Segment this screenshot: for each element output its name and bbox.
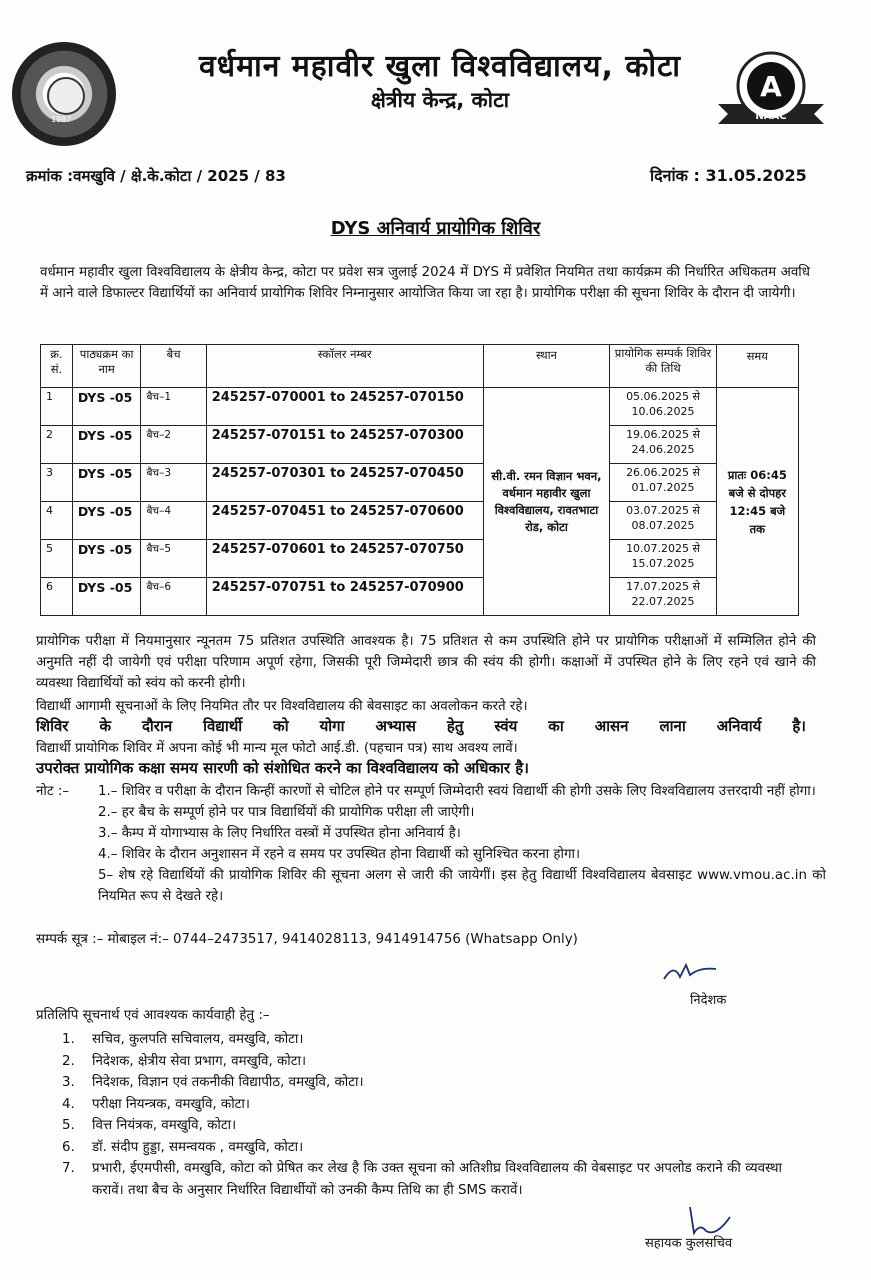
assistant-registrar-label: सहायक कुलसचिव [645, 1236, 733, 1251]
cell-date: 05.06.2025 से 10.06.2025 [610, 388, 716, 426]
table-header-row [41, 345, 799, 388]
director-label: निदेशक [690, 993, 727, 1008]
notes-label: नोट :– [36, 784, 70, 799]
note-item: 2.– हर बैच के सम्पूर्ण होने पर पात्र विद्यार्थियों की प्रायोगिक परीक्षा ली जाऐगी। [98, 805, 475, 820]
list-item-text: वित्त नियंत्रक, वमखुवि, कोटा। [92, 1118, 237, 1133]
copy-list [62, 1029, 782, 1201]
letter-date: दिनांक : 31.05.2025 [650, 166, 807, 185]
list-item-number: 4. [62, 1096, 75, 1112]
director-signature-icon [660, 957, 720, 987]
camp-schedule-table [40, 344, 799, 616]
naac-label: NAAC [755, 111, 787, 122]
attendance-paragraph: प्रायोगिक परीक्षा में नियमानुसार न्यूनतम 75 प्रतिशत उपस्थिति आवश्यक है। 75 प्रतिशत से कम उपस्थिति होने पर प्रायोगिक परीक्षाओं में सम्मिलित होने की अनुमति नहीं दी जायेगी एवं परीक्षा परिणाम अपूर्ण रहेगा, जिसकी पूरी जिम्मेदारी छात्र की स्वंय की होगी। कक्षाओं में उपस्थित होने के लिए रहने एवं खाने की व्यवस्था विद्यार्थियों को स्वंय को करनी होगी। [36, 634, 816, 691]
list-item-text: निदेशक, क्षेत्रीय सेवा प्रभाग, वमखुवि, कोटा। [92, 1053, 307, 1069]
cell-batch: बैच–3 [141, 464, 206, 502]
cell-serial: 4 [41, 502, 73, 540]
regional-centre-subtitle: क्षेत्रीय केन्द्र, कोटा [370, 88, 510, 112]
cell-course: DYS -05 [72, 578, 141, 616]
intro-paragraph: वर्धमान महावीर खुला विश्वविद्यालय के क्षेत्रीय केन्द्र, कोटा पर प्रवेश सत्र जुलाई 2024 में DYS में प्रवेशित नियमित तथा कार्यक्रम की निर्धारित अधिकतम अवधि में आने वाले डिफाल्टर विद्यार्थियों का अनिवार्य प्रायोगिक शिविर निम्नानुसार आयोजित किया जा रहा है। प्रायोगिक परीक्षा की सूचना शिविर के दौरान दी जायेगी। [40, 265, 810, 301]
list-item-text: प्रभारी, ईएमपीसी, वमखुवि, कोटा को प्रेषित कर लेख है कि उक्त सूचना को अतिशीघ्र विश्वविद्यालय की वेबसाइट पर अपलोड कराने की व्यवस्था करावें। तथा बैच के अनुसार निर्धारित विद्यार्थीयों को उनकी कैम्प तिथि का ही SMS करावें। [92, 1161, 782, 1198]
table-row [41, 578, 799, 616]
cell-serial: 3 [41, 464, 73, 502]
list-item [62, 1072, 782, 1094]
cell-batch: बैच–1 [141, 388, 206, 426]
header-batch: बैच [141, 345, 206, 388]
list-item-text: सचिव, कुलपति सचिवालय, वमखुवि, कोटा। [92, 1032, 304, 1047]
list-item [62, 1029, 782, 1051]
header-scholar: स्कॉलर नम्बर [206, 345, 483, 388]
cell-course: DYS -05 [72, 540, 141, 578]
cell-serial: 2 [41, 426, 73, 464]
cell-course: DYS -05 [72, 464, 141, 502]
header-date: प्रायोगिक सम्पर्क शिविर की तिथि [610, 345, 716, 388]
header-time: समय [716, 345, 798, 388]
notice-heading: DYS अनिवार्य प्रायोगिक शिविर [330, 218, 541, 239]
cell-scholar: 245257-070151 to 245257-070300 [206, 426, 483, 464]
university-seal-logo [12, 42, 116, 146]
cell-course: DYS -05 [72, 426, 141, 464]
cell-course: DYS -05 [72, 388, 141, 426]
header-course: पाठ्यक्रम का नाम [72, 345, 141, 388]
note-item: 5– शेष रहे विद्यार्थियों की प्रायोगिक शिविर की सूचना अलग से जारी की जायेगीं। इस हेतु विद्यार्थी विश्वविद्यालय बेवसाइट www.vmou.ac.in को नियमित रूप से देखते रहे। [98, 868, 826, 904]
list-item-number: 3. [62, 1075, 75, 1090]
note-item: 4.– शिविर के दौरान अनुशासन में रहने व समय पर उपस्थित होना विद्यार्थी को सुनिश्चित करना होगा। [98, 847, 581, 862]
list-item-number: 1. [62, 1032, 75, 1047]
cell-date: 19.06.2025 से 24.06.2025 [610, 426, 716, 464]
list-item-text: परीक्षा नियन्त्रक, वमखुवि, कोटा। [92, 1096, 250, 1112]
seal-year: 1987 [51, 115, 72, 124]
cell-place: सी.वी. रमन विज्ञान भवन, वर्धमान महावीर खुला विश्वविद्यालय, रावतभाटा रोड, कोटा [483, 388, 610, 616]
contact-info: सम्पर्क सूत्र :– मोबाइल नं:– 0744–2473517, 9414028113, 9414914756 (Whatsapp Only) [36, 932, 578, 947]
table-row [41, 426, 799, 464]
cell-batch: बैच–5 [141, 540, 206, 578]
reference-number: क्रमांक :वमखुवि / क्षे.के.कोटा / 2025 / 83 [26, 167, 286, 185]
notes-section [36, 781, 826, 907]
cell-date: 17.07.2025 से 22.07.2025 [610, 578, 716, 616]
cell-serial: 5 [41, 540, 73, 578]
list-item [62, 1115, 782, 1137]
list-item-number: 5. [62, 1118, 75, 1133]
copy-heading: प्रतिलिपि सूचनार्थ एवं आवश्यक कार्यवाही हेतु :– [36, 1008, 270, 1023]
naac-badge-icon [718, 48, 824, 128]
cell-batch: बैच–6 [141, 578, 206, 616]
cell-scholar: 245257-070601 to 245257-070750 [206, 540, 483, 578]
naac-grade: A [760, 70, 782, 103]
cell-date: 03.07.2025 से 08.07.2025 [610, 502, 716, 540]
note-item: 3.– कैम्प में योगाभ्यास के लिए निर्धारित वस्त्रों में उपस्थित होना अनिवार्य है। [98, 826, 461, 841]
list-item-number: 2. [62, 1053, 75, 1069]
table-row [41, 464, 799, 502]
seal-emblem-icon [47, 77, 85, 115]
table-row [41, 540, 799, 578]
note-item: 1.– शिविर व परीक्षा के दौरान किन्हीं कारणों से चोटिल होने पर सम्पूर्ण जिम्मेदारी स्वयं विद्यार्थी की होगी उसके लिए विश्वविद्यालय उत्तरदायी नहीं होगा। [98, 784, 816, 799]
cell-date: 26.06.2025 से 01.07.2025 [610, 464, 716, 502]
cell-scholar: 245257-070751 to 245257-070900 [206, 578, 483, 616]
cell-time: प्रातः 06:45 बजे से दोपहर 12:45 बजे तक [716, 388, 798, 616]
cell-scholar: 245257-070301 to 245257-070450 [206, 464, 483, 502]
table-row [41, 502, 799, 540]
cell-serial: 1 [41, 388, 73, 426]
cell-scholar: 245257-070451 to 245257-070600 [206, 502, 483, 540]
header-place: स्थान [483, 345, 610, 388]
list-item-number: 6. [62, 1139, 75, 1155]
list-item-text: निदेशक, विज्ञान एवं तकनीकी विद्यापीठ, वमखुवि, कोटा। [92, 1075, 364, 1090]
schedule-rights-notice: उपरोक्त प्रायोगिक कक्षा समय सारणी को संशोधित करने का विश्वविद्यालय को अधिकार है। [36, 759, 529, 777]
list-item [62, 1137, 782, 1159]
cell-date: 10.07.2025 से 15.07.2025 [610, 540, 716, 578]
cell-batch: बैच–4 [141, 502, 206, 540]
cell-scholar: 245257-070001 to 245257-070150 [206, 388, 483, 426]
yoga-mat-notice: शिविर के दौरान विद्यार्थी को योगा अभ्यास हेतु स्वंय का आसन लाना अनिवार्य है। [36, 717, 806, 735]
cell-serial: 6 [41, 578, 73, 616]
list-item-number: 7. [62, 1161, 75, 1176]
website-paragraph: विद्यार्थी आगामी सूचनाओं के लिए नियमित तौर पर विश्वविद्यालय की बेवसाइट का अवलोकन करते रहे। [36, 699, 528, 714]
list-item [62, 1158, 782, 1201]
list-item-text: डॉ. संदीप हुड्डा, समन्वयक , वमखुवि, कोटा। [92, 1139, 304, 1155]
list-item [62, 1094, 782, 1116]
cell-batch: बैच–2 [141, 426, 206, 464]
cell-course: DYS -05 [72, 502, 141, 540]
list-item [62, 1051, 782, 1073]
university-title: वर्धमान महावीर खुला विश्वविद्यालय, कोटा [198, 49, 682, 84]
photo-id-paragraph: विद्यार्थी प्रायोगिक शिविर में अपना कोई भी मान्य मूल फोटो आई.डी. (पहचान पत्र) साथ अवश्य लावें। [36, 741, 518, 756]
header-serial: क्र. सं. [41, 345, 73, 388]
table-row [41, 388, 799, 426]
